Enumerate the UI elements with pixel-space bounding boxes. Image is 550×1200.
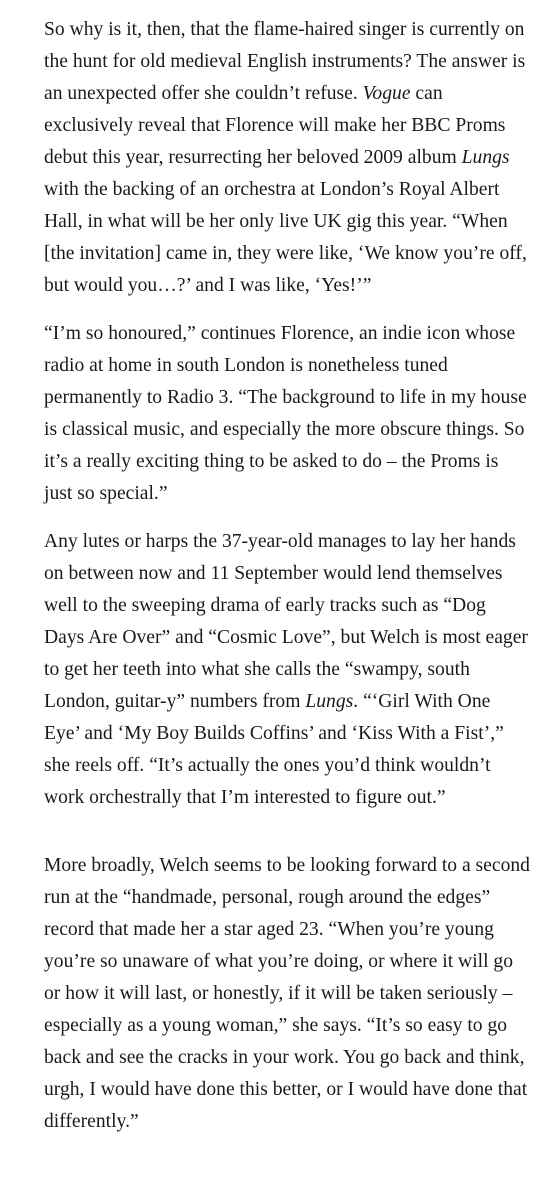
text-run: So why is it, then, that the flame-haired singer is currently on the hunt for old medieval English instruments? The answer is an unexpected offer she couldn’t refuse. <box>44 19 526 104</box>
publication-name: Vogue <box>362 83 411 104</box>
text-run: Any lutes or harps the 37-year-old manages to lay her hands on between now and 11 September would lend themselves well to the sweeping drama of early tracks such as “Dog Days Are Over” and “Cosmic Love”, but Welch is most eager to get her teeth into what she calls the “swampy, south London, guitar-y” numbers from <box>44 531 528 712</box>
paragraph-3 <box>44 526 530 814</box>
text-run: “I’m so honoured,” continues Florence, an indie icon whose radio at home in south London is nonetheless tuned permanently to Radio 3. “The background to life in my house is classical music, and especially the more obscure things. So it’s a really exciting thing to be asked to do – the Proms is just so special.” <box>44 323 527 504</box>
text-run: . “‘Girl With One Eye’ and ‘My Boy Builds Coffins’ and ‘Kiss With a Fist’,” she reels off. “It’s actually the ones you’d think wouldn’t work orchestrally that I’m interested to figure out.” <box>44 691 504 808</box>
paragraph-1 <box>44 14 530 302</box>
album-title: Lungs <box>305 691 354 712</box>
text-run: More broadly, Welch seems to be looking forward to a second run at the “handmade, personal, rough around the edges” record that made her a star aged 23. “When you’re young you’re so unaware of what you’re doing, or where it will go or how it will last, or honestly, if it will be taken seriously – especially as a young woman,” she says. “It’s so easy to go back and see the cracks in your work. You go back and think, urgh, I would have done this better, or I would have done that differently.” <box>44 855 530 1132</box>
text-run: with the backing of an orchestra at London’s Royal Albert Hall, in what will be her only live UK gig this year. “When [the invitation] came in, they were like, ‘We know you’re off, but would you…?’ and I was like, ‘Yes!’” <box>44 179 527 296</box>
text-run: can exclusively reveal that Florence will make her BBC Proms debut this year, resurrecting her beloved 2009 album <box>44 83 506 168</box>
paragraph-2 <box>44 318 530 510</box>
paragraph-4 <box>44 850 530 1138</box>
album-title: Lungs <box>461 147 510 168</box>
